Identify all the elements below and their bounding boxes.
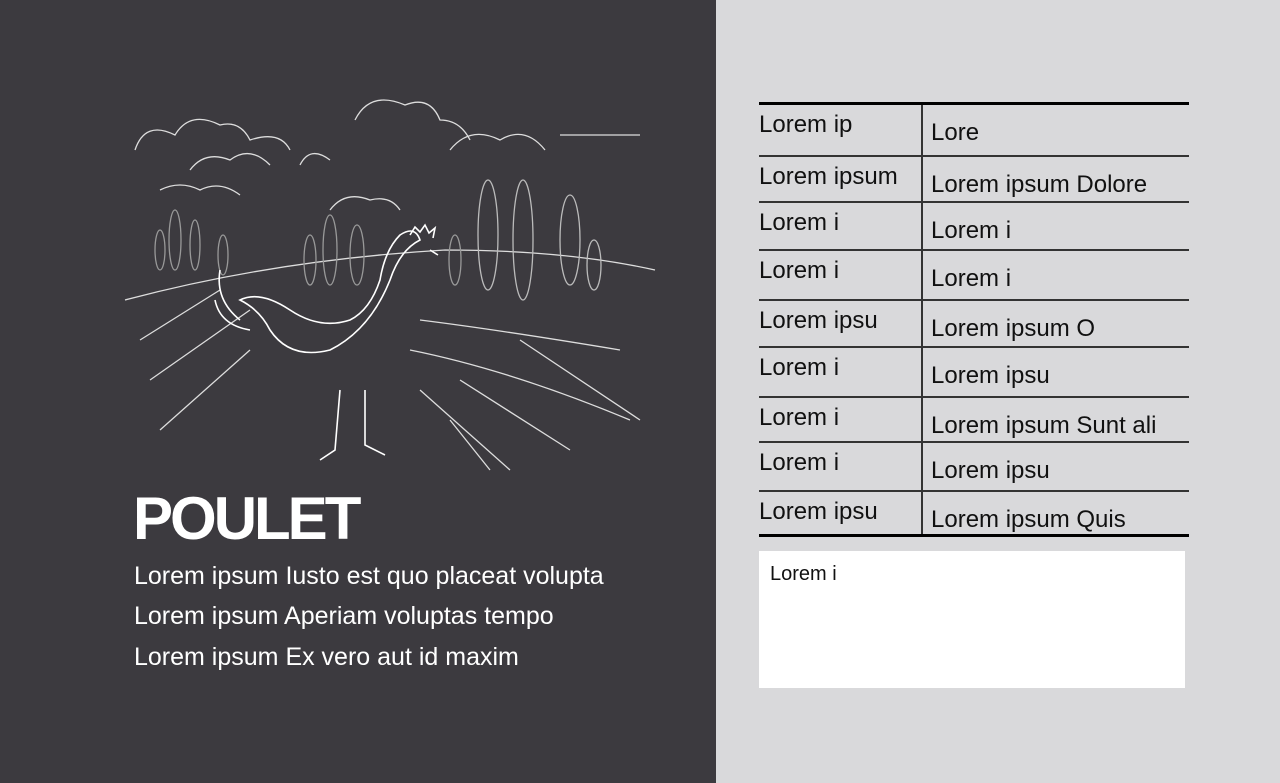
- description-line: Lorem ipsum Iusto est quo placeat volupta: [134, 562, 604, 590]
- table-row: [759, 249, 1189, 299]
- table-row: [759, 299, 1189, 346]
- table-cell-value: Lorem i: [931, 217, 1012, 244]
- table-cell-value: Lore: [931, 119, 980, 146]
- page-title: POULET: [133, 485, 359, 552]
- table-row: [759, 105, 1189, 155]
- table-cell-key: Lorem ipsu: [759, 301, 923, 346]
- table-cell-key: Lorem ipsu: [759, 492, 923, 534]
- table-cell-value: Lorem ipsum O: [931, 315, 1096, 342]
- table-row: [759, 490, 1189, 534]
- table-row: [759, 396, 1189, 441]
- table-cell-key: Lorem i: [759, 251, 923, 299]
- table-cell-key: Lorem ip: [759, 105, 923, 155]
- info-table: [759, 102, 1189, 537]
- table-row: [759, 201, 1189, 249]
- table-cell-value: Lorem ipsu: [931, 362, 1050, 389]
- note-textarea[interactable]: [759, 551, 1185, 688]
- table-cell-key: Lorem i: [759, 443, 923, 490]
- table-cell-key: Lorem i: [759, 203, 923, 249]
- table-cell-key: Lorem i: [759, 348, 923, 396]
- table-cell-value: Lorem ipsum Quis: [931, 506, 1126, 533]
- table-row: [759, 155, 1189, 201]
- table-cell-key: Lorem ipsum: [759, 157, 923, 201]
- description-line: Lorem ipsum Aperiam voluptas tempo: [134, 602, 554, 630]
- rooster-farm-illustration: [120, 90, 665, 480]
- table-cell-value: Lorem ipsu: [931, 457, 1050, 484]
- description-line: Lorem ipsum Ex vero aut id maxim: [134, 643, 519, 671]
- table-row: [759, 441, 1189, 490]
- table-cell-value: Lorem i: [931, 265, 1012, 292]
- table-row: [759, 346, 1189, 396]
- table-cell-key: Lorem i: [759, 398, 923, 441]
- table-cell-value: Lorem ipsum Sunt ali: [931, 412, 1157, 439]
- table-cell-value: Lorem ipsum Dolore: [931, 171, 1148, 198]
